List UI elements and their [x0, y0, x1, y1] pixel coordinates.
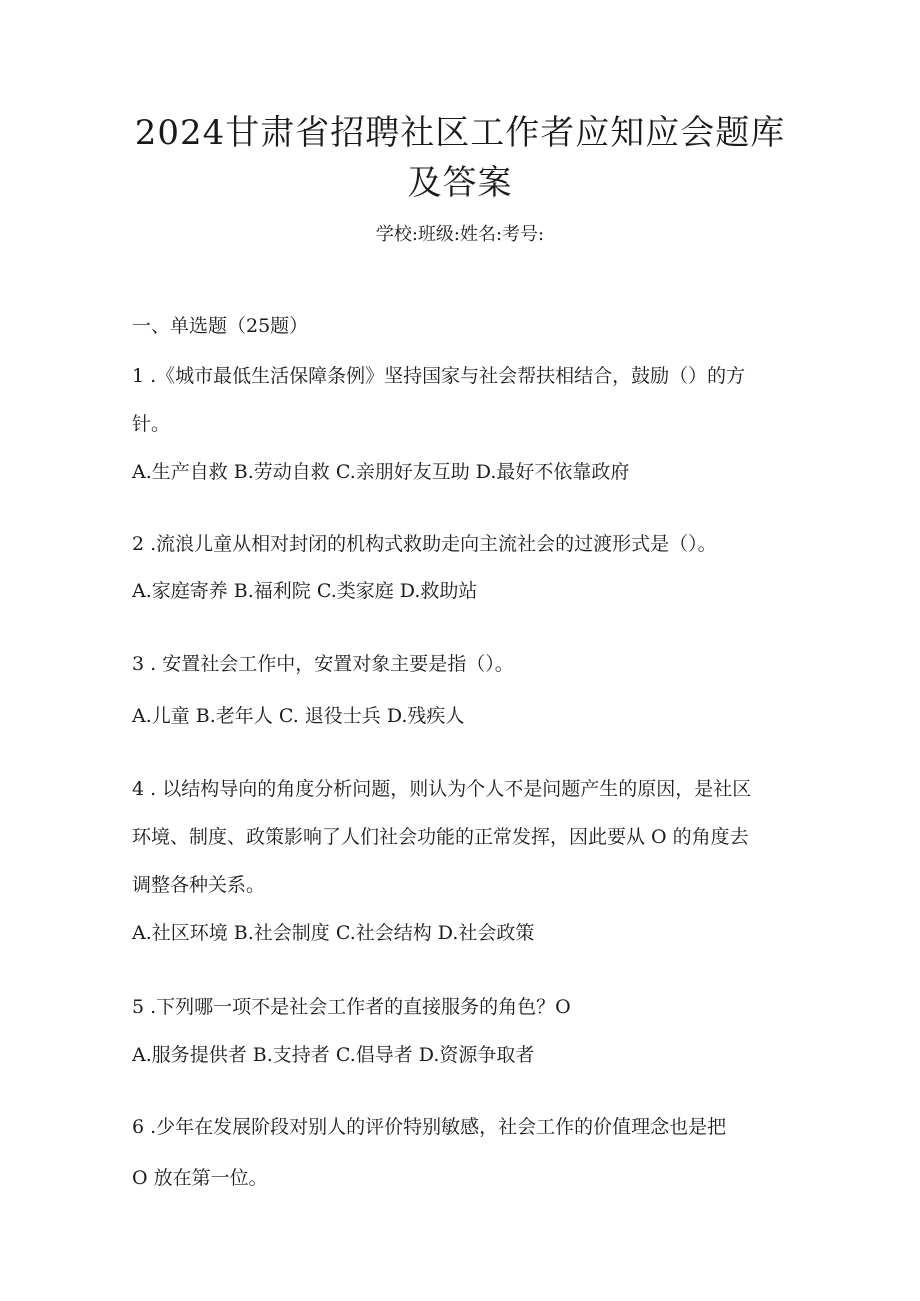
section-heading: 一、单选题（25题） — [132, 315, 309, 337]
question-2-stem-line-1: 2 .流浪儿童从相对封闭的机构式救助走向主流社会的过渡形式是（）。 — [132, 533, 717, 555]
question-3-options: A.儿童 B.老年人 C. 退役士兵 D.残疾人 — [132, 705, 465, 727]
document-title-line-1: 2024甘肃省招聘社区工作者应知应会题库 — [134, 113, 786, 153]
question-1-options: A.生产自救 B.劳动自救 C.亲朋好友互助 D.最好不依靠政府 — [132, 461, 630, 483]
question-5-stem-line-1: 5 .下列哪一项不是社会工作者的直接服务的角色？O — [132, 996, 571, 1018]
question-4-stem-line-2: 环境、制度、政策影响了人们社会功能的正常发挥，因此要从 O 的角度去 — [132, 826, 749, 848]
question-4-options: A.社区环境 B.社会制度 C.社会结构 D.社会政策 — [132, 922, 535, 944]
question-3-stem-line-1: 3 . 安置社会工作中，安置对象主要是指（）。 — [132, 653, 514, 675]
student-info-line: 学校:班级:姓名:考号: — [375, 224, 545, 245]
question-6-stem-line-2: O 放在第一位。 — [132, 1167, 268, 1189]
question-6-stem-line-1: 6 .少年在发展阶段对别人的评价特别敏感，社会工作的价值理念也是把 — [132, 1116, 727, 1138]
question-4-stem-line-3: 调整各种关系。 — [132, 874, 266, 896]
question-4-stem-line-1: 4 . 以结构导向的角度分析问题，则认为个人不是问题产生的原因，是社区 — [132, 778, 752, 800]
question-5-options: A.服务提供者 B.支持者 C.倡导者 D.资源争取者 — [132, 1044, 535, 1066]
document-title-line-2: 及答案 — [407, 163, 513, 203]
question-1-stem-line-1: 1 .《城市最低生活保障条例》坚持国家与社会帮扶相结合，鼓励（）的方 — [132, 365, 746, 387]
question-1-stem-line-2: 针。 — [132, 413, 171, 435]
question-2-options: A.家庭寄养 B.福利院 C.类家庭 D.救助站 — [132, 580, 478, 602]
